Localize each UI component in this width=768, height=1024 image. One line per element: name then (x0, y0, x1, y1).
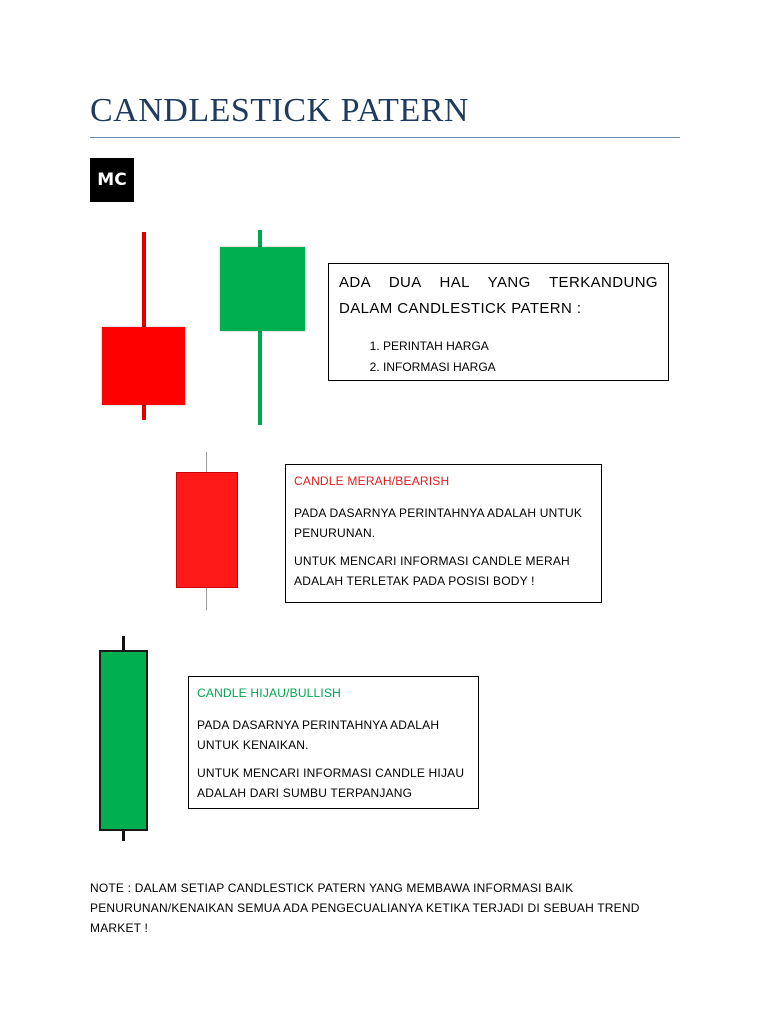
list-item: 2. INFORMASI HARGA (383, 357, 658, 378)
list-item: 1. PERINTAH HARGA (383, 336, 658, 357)
title-underline (90, 137, 680, 138)
bearish-label: CANDLE MERAH/BEARISH (294, 474, 450, 488)
intro-box (328, 263, 669, 381)
green-candle-body (220, 247, 305, 331)
bearish-para-2: UNTUK MENCARI INFORMASI CANDLE MERAH ADALAH TERLETAK PADA POSISI BODY ! (294, 554, 570, 588)
intro-list (339, 336, 658, 378)
bullish-candle-body (99, 650, 148, 831)
page-title: CANDLESTICK PATERN (90, 92, 469, 129)
mc-logo (90, 158, 134, 202)
bullish-info-box (188, 676, 479, 809)
footer-note: NOTE : DALAM SETIAP CANDLESTICK PATERN YANG MEMBAWA INFORMASI BAIK PENURUNAN/KENAIKAN SEMUA ADA PENGECUALIANYA KETIKA TERJADI DI SEBUAH TREND MARKET ! (90, 881, 640, 935)
bullish-label: CANDLE HIJAU/BULLISH (197, 686, 342, 700)
bullish-para-2: UNTUK MENCARI INFORMASI CANDLE HIJAU ADALAH DARI SUMBU TERPANJANG (197, 766, 465, 800)
bearish-candle-body (176, 472, 238, 588)
logo-text: MC (97, 170, 127, 190)
red-candle-body (102, 327, 185, 405)
bearish-info-box (285, 464, 602, 603)
bullish-para-1: PADA DASARNYA PERINTAHNYA ADALAH UNTUK KENAIKAN. (197, 718, 440, 752)
intro-heading: ADA DUA HAL YANG TERKANDUNG DALAM CANDLESTICK PATERN : (339, 274, 658, 317)
bearish-para-1: PADA DASARNYA PERINTAHNYA ADALAH UNTUK PENURUNAN. (294, 506, 583, 540)
